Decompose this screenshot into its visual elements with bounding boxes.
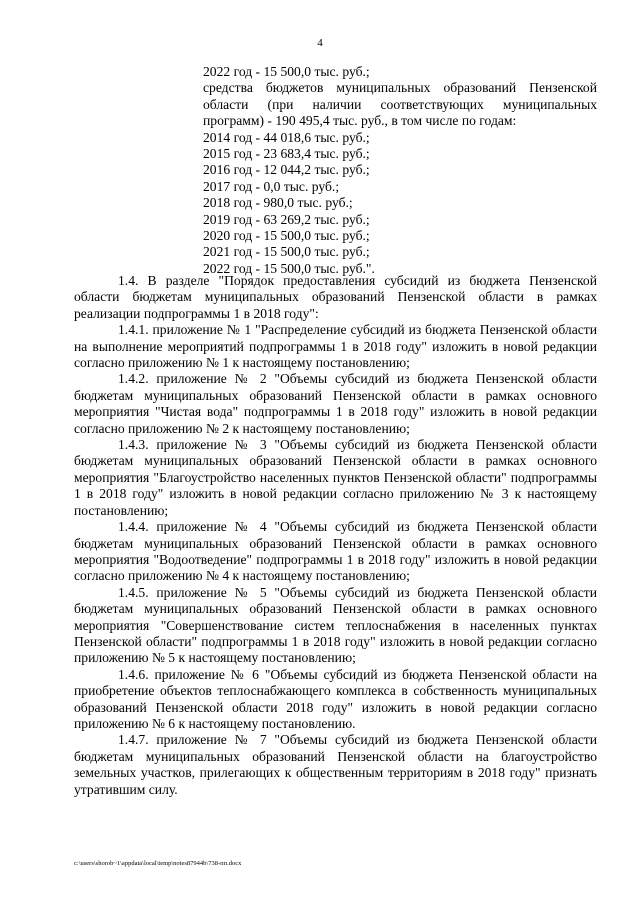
funding-breakdown xyxy=(203,64,597,277)
section-paragraph-1-4-5: 1.4.5. приложение № 5 "Объемы субсидий из бюджета Пензенской области бюджетам муниципальных образований Пензенской области в рамках основного мероприятия "Совершенствование систем теплоснабжения в населенных пунктах Пензенской области" подпрограммы 1 в 2018 году" изложить в новой редакции согласно приложению № 5 к настоящему постановлению; xyxy=(74,584,597,666)
funding-line: 2019 год - 63 269,2 тыс. руб.; xyxy=(203,211,370,227)
funding-line: 2015 год - 23 683,4 тыс. руб.; xyxy=(203,146,370,162)
section-paragraph-1-4-6: 1.4.6. приложение № 6 "Объемы субсидий из бюджета Пензенской области на приобретение объектов теплоснабжающего комплекса в собственность муниципальных образований Пензенской области 2018 году" изложить в новой редакции согласно приложению № 6 к настоящему постановлению. xyxy=(74,666,597,731)
funding-line: 2021 год - 15 500,0 тыс. руб.; xyxy=(203,244,370,260)
section-paragraph-1-4-1: 1.4.1. приложение № 1 "Распределение субсидий из бюджета Пензенской области на выполнение мероприятий подпрограммы 1 в 2018 году" изложить в новой редакции согласно приложению № 1 к настоящему постановлению; xyxy=(74,322,597,371)
section-paragraph-1-4-3: 1.4.3. приложение № 3 "Объемы субсидий из бюджета Пензенской области бюджетам муниципальных образований Пензенской области в рамках основного мероприятия "Благоустройство населенных пунктов Пензенской области" подпрограммы 1 в 2018 году" изложить в новой редакции согласно приложению № 3 к настоящему постановлению; xyxy=(74,437,597,518)
funding-line: 2017 год - 0,0 тыс. руб.; xyxy=(203,178,340,194)
funding-line: 2022 год - 15 500,0 тыс. руб.; xyxy=(203,64,370,79)
funding-line: 2020 год - 15 500,0 тыс. руб.; xyxy=(203,228,370,244)
section-paragraph-1-4: 1.4. В разделе "Порядок предоставления субсидий из бюджета Пензенской области бюджетам муниципальных образований Пензенской области в рамках реализации подпрограммы 1 в 2018 году": xyxy=(74,273,597,321)
section-paragraph-1-4-4: 1.4.4. приложение № 4 "Объемы субсидий из бюджета Пензенской области бюджетам муниципальных образований Пензенской области в рамках основного мероприятия "Водоотведение" подпрограммы 1 в 2018 году" изложить в новой редакции согласно приложению № 4 к настоящему постановлению; xyxy=(74,519,597,584)
section-paragraph-1-4-2: 1.4.2. приложение № 2 "Объемы субсидий из бюджета Пензенской области бюджетам муниципальных образований Пензенской области в рамках основного мероприятия "Чистая вода" подпрограммы 1 в 2018 году" изложить в новой редакции согласно приложению № 2 к настоящему постановлению; xyxy=(74,371,597,436)
funding-line: 2018 год - 980,0 тыс. руб.; xyxy=(203,195,353,211)
funding-line: средства бюджетов муниципальных образований Пензенской области (при наличии соответствующих муниципальных программ) - 190 495,4 тыс. руб., в том числе по годам: xyxy=(203,80,597,129)
funding-line: 2016 год - 12 044,2 тыс. руб.; xyxy=(203,162,370,178)
funding-line: 2014 год - 44 018,6 тыс. руб.; xyxy=(203,129,370,145)
funding-line: 2022 год - 15 500,0 тыс. руб.". xyxy=(203,260,375,276)
page-number: 4 xyxy=(317,37,323,49)
section-paragraph-1-4-7: 1.4.7. приложение № 7 "Объемы субсидий из бюджета Пензенской области бюджетам муниципальных образований Пензенской области на благоустройство земельных участков, прилегающих к общественным территориям в 2018 году" признать утратившим силу. xyxy=(74,732,597,797)
document-body xyxy=(74,273,597,798)
file-path-footer: c:\users\shorob~1\appdata\local\temp\notes87944b\738-пп.docx xyxy=(74,860,242,867)
